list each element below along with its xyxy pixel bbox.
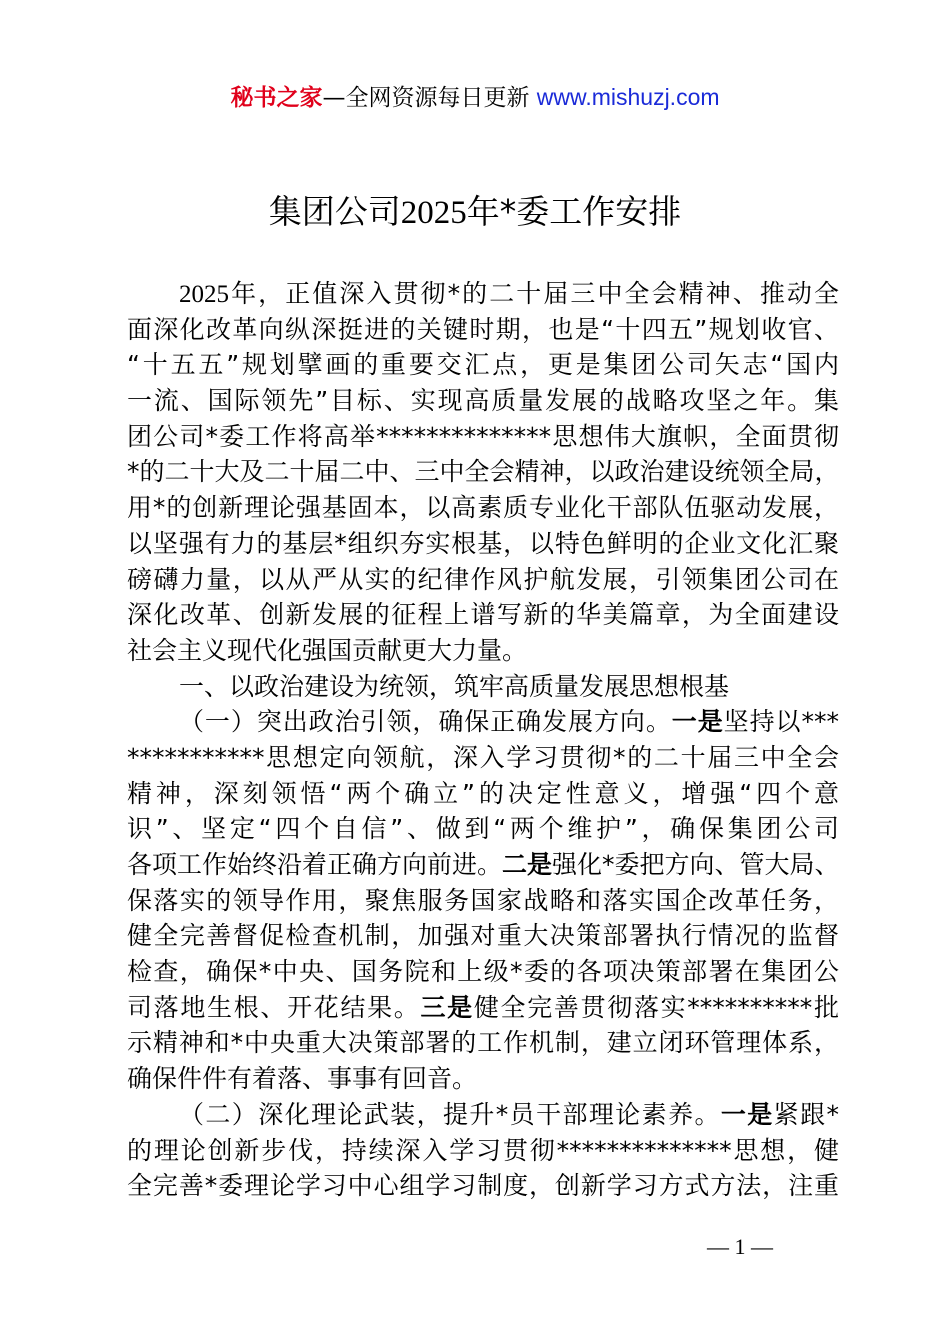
subsection-line: 保落实的领导作用，聚焦服务国家战略和落实国企改革任务， [127,885,839,915]
section-heading: 一、以政治建设为统领，筑牢高质量发展思想根基 [179,671,730,701]
banner-brand: 秘书之家 [230,85,323,111]
intro-line: 用*的创新理论强基固本，以高素质专业化干部队伍驱动发展， [127,493,839,523]
intro-line: 社会主义现代化强国贡献更大力量。 [127,635,528,665]
subsection-line: 确保件件有着落、事事有回音。 [127,1064,478,1094]
subsection-title: （一）突出政治引领，确保正确发展方向。 [179,707,672,737]
intro-line: *的二十大及二十届二中、三中全会精神，以政治建设统领全局， [127,457,840,487]
subsection-line: ***********思想定向领航，深入学习贯彻*的二十届三中全会 [127,742,839,772]
intro-text: 年，正值深入贯彻*的二十届三中全会精神、推动全 [229,279,839,308]
intro-line: 面深化改革向纵深挺进的关键时期，也是“十四五”规划收官、 [127,314,839,344]
subsection-line: 示精神和*中央重大决策部署的工作机制，建立闭环管理体系， [127,1028,839,1058]
title-year: 2025 [400,195,467,231]
intro-line: 团公司*委工作将高举**************思想伟大旗帜，全面贯彻 [127,421,839,451]
point-marker: 一是 [671,707,724,737]
document-body [127,276,839,1204]
title-suffix: 年*委工作安排 [466,192,682,231]
page-number: — 1 — [707,1234,773,1259]
subsection-line [127,1097,839,1133]
point-marker: 一是 [720,1099,774,1129]
subsection-line: 全完善*委理论学习中心组学习制度，创新学习方式方法，注重 [127,1171,839,1201]
intro-line: “十五五”规划擘画的重要交汇点，更是集团公司矢志“国内 [127,350,839,380]
intro-line: 一流、国际领先”目标、实现高质量发展的战略攻坚之年。集 [127,386,839,416]
intro-line [127,276,839,312]
banner-url-link[interactable]: www.mishuzj.com [536,84,720,110]
document-title [0,190,950,235]
subsection-line [127,990,839,1026]
subsection-line [127,847,839,883]
intro-line: 磅礴力量，以从严从实的纪律作风护航发展，引领集团公司在 [127,564,839,594]
subsection-line: 识”、坚定“四个自信”、做到“两个维护”，确保集团公司 [127,814,839,844]
intro-line: 以坚强有力的基层*组织夯实根基，以特色鲜明的企业文化汇聚 [127,528,839,558]
subsection-line: 检查，确保*中央、国务院和上级*委的各项决策部署在集团公 [127,957,839,987]
point-text: 健全完善贯彻落实**********批 [473,992,839,1022]
point-text: 坚持以*** [723,707,839,737]
title-prefix: 集团公司 [268,192,401,231]
point-text: 强化*委把方向、管大局、 [552,850,840,879]
subsection-line: 的理论创新步伐，持续深入学习贯彻**************思想，健 [127,1135,839,1165]
intro-line: 深化改革、创新发展的征程上谱写新的华美篇章，为全面建设 [127,600,839,630]
subsection-line: 健全完善督促检查机制，加强对重大决策部署执行情况的监督 [127,921,839,951]
subsection-title: （二）深化理论武装，提升*员干部理论素养。 [179,1099,721,1129]
point-marker: 二是 [502,850,553,879]
point-marker: 三是 [420,992,474,1022]
point-text: 各项工作始终沿着正确方向前进。 [127,850,503,879]
point-text: 紧跟* [773,1099,839,1129]
subsection-line: 精神，深刻领悟“两个确立”的决定性意义，增强“四个意 [127,778,839,808]
subsection-line [127,704,839,740]
banner-tagline: —全网资源每日更新 [322,85,530,111]
site-banner [0,80,950,115]
point-text: 司落地生根、开花结果。 [127,992,421,1022]
intro-year: 2025 [179,281,229,308]
